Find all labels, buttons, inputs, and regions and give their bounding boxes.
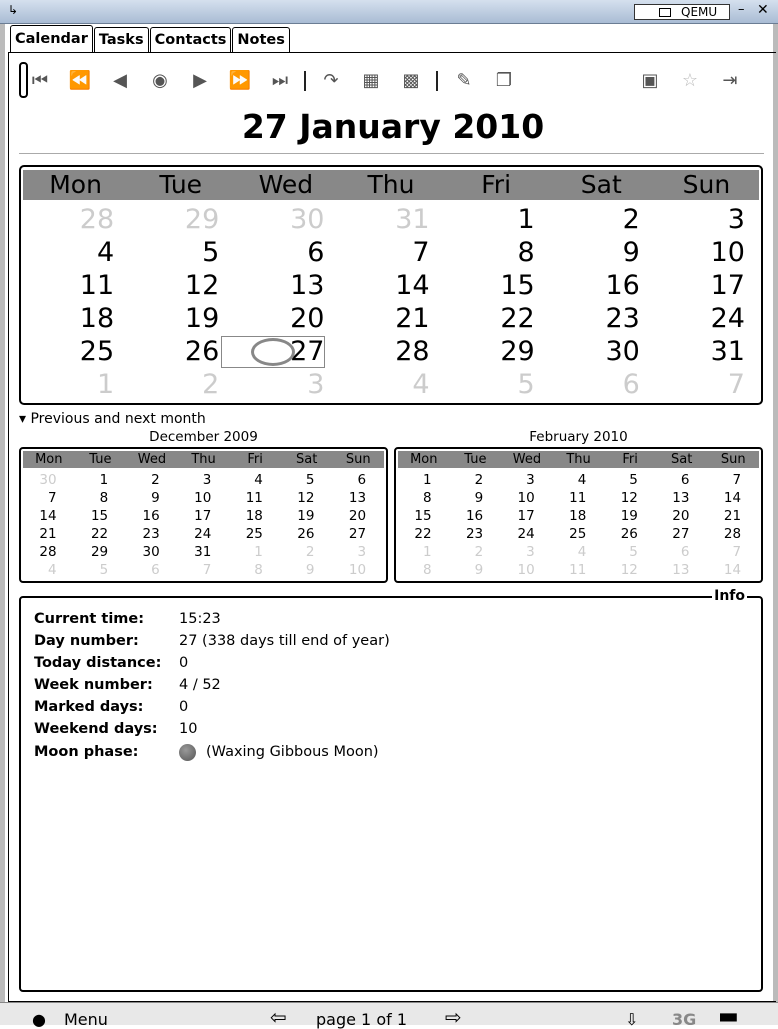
mini-day-cell[interactable]: 11 [245, 490, 263, 506]
day-cell[interactable]: 31 [395, 204, 430, 235]
mini-day-cell[interactable]: 11 [569, 562, 587, 578]
day-cell[interactable]: 6 [307, 237, 325, 268]
mini-day-cell[interactable]: 16 [465, 508, 484, 524]
mini-day-cell[interactable]: 14 [723, 562, 742, 578]
mini-day-cell[interactable]: 6 [680, 472, 690, 488]
toolbar-separator [436, 71, 438, 91]
mini-weekday-header [398, 451, 759, 468]
tab-notes[interactable]: Notes [232, 27, 290, 53]
info-panel [19, 588, 763, 992]
mini-week-row [23, 543, 384, 561]
day-cell[interactable]: 4 [96, 237, 115, 268]
mini-weekday: Sat [671, 452, 693, 467]
next-month-title: February 2010 [529, 429, 628, 445]
day-cell[interactable]: 24 [710, 303, 745, 334]
mini-day-cell[interactable]: 10 [517, 490, 535, 506]
next-year-icon[interactable]: ⏩ [228, 70, 252, 91]
mini-week-row [23, 525, 384, 543]
calculator-icon[interactable]: ▩ [402, 70, 420, 91]
day-cell[interactable]: 29 [500, 336, 535, 367]
mini-weekday: Mon [410, 452, 438, 467]
day-cell[interactable]: 29 [184, 204, 220, 235]
mini-day-cell[interactable]: 30 [142, 544, 160, 560]
mini-day-cell[interactable]: 22 [90, 526, 109, 542]
day-cell[interactable]: 27 [290, 336, 325, 367]
mini-day-cell[interactable]: 12 [620, 490, 638, 506]
day-cell[interactable]: 2 [202, 369, 220, 400]
mini-day-cell[interactable]: 8 [422, 490, 432, 506]
mini-day-cell[interactable]: 7 [47, 490, 57, 506]
main-calendar [19, 165, 763, 405]
mini-day-cell[interactable]: 22 [414, 526, 432, 542]
mini-day-cell[interactable]: 14 [39, 508, 57, 524]
prev-next-label: Previous and next month [30, 411, 206, 427]
menu-button[interactable]: Menu [64, 1010, 108, 1029]
mini-day-cell[interactable]: 2 [151, 472, 160, 488]
calendar-panel [8, 52, 776, 1002]
mini-day-cell[interactable]: 4 [577, 472, 587, 488]
day-cell[interactable]: 26 [184, 336, 220, 367]
mini-week-row [23, 489, 384, 507]
mini-weekday-header [23, 451, 384, 468]
mini-day-cell[interactable]: 27 [672, 526, 690, 542]
mini-day-cell[interactable]: 1 [422, 544, 432, 560]
mini-weekday: Thu [191, 452, 216, 467]
mini-day-cell[interactable]: 21 [39, 526, 57, 542]
day-cell[interactable]: 2 [622, 204, 640, 235]
day-cell[interactable]: 12 [184, 270, 220, 301]
mini-day-cell[interactable]: 24 [194, 526, 212, 542]
page-title: 27 January 2010 [241, 107, 545, 146]
day-cell[interactable]: 16 [605, 270, 640, 301]
day-cell[interactable]: 1 [96, 369, 115, 400]
mini-day-cell[interactable]: 1 [99, 472, 109, 488]
mini-day-cell[interactable]: 4 [254, 472, 263, 488]
mini-day-cell[interactable]: 7 [202, 562, 212, 578]
toolbar [9, 61, 777, 101]
mini-day-cell[interactable]: 3 [526, 544, 535, 560]
mini-week-row [23, 471, 384, 489]
mini-day-cell[interactable]: 12 [297, 490, 315, 506]
mini-day-cell[interactable]: 5 [629, 472, 638, 488]
mini-day-cell[interactable]: 13 [348, 490, 367, 506]
day-cell[interactable]: 13 [290, 270, 325, 301]
divider [19, 153, 764, 154]
mini-day-cell[interactable]: 7 [732, 544, 742, 560]
mini-day-cell[interactable]: 6 [680, 544, 690, 560]
mini-day-cell[interactable]: 28 [723, 526, 742, 542]
corner-icon: ↳ [8, 3, 19, 17]
mini-day-cell[interactable]: 5 [305, 472, 315, 488]
mini-week-row [398, 471, 759, 489]
info-key: Current time: [34, 611, 145, 627]
prev-month-icon[interactable]: ◀ [113, 70, 127, 91]
day-cell[interactable]: 5 [517, 369, 535, 400]
download-icon[interactable]: ⇩ [625, 1010, 639, 1029]
tab-contacts[interactable]: Contacts [150, 27, 232, 53]
mini-day-cell[interactable]: 2 [474, 472, 484, 488]
mini-day-cell[interactable]: 27 [348, 526, 367, 542]
mini-day-cell[interactable]: 6 [151, 562, 160, 578]
day-cell[interactable]: 7 [412, 237, 430, 268]
prev-year-icon[interactable]: ⏪ [68, 70, 92, 91]
mini-day-cell[interactable]: 6 [357, 472, 367, 488]
mini-day-cell[interactable]: 11 [569, 490, 587, 506]
calendar-grid-icon[interactable]: ▦ [362, 70, 380, 91]
tab-bar [10, 25, 291, 53]
mini-day-cell[interactable]: 17 [517, 508, 535, 524]
mini-day-cell[interactable]: 29 [90, 544, 109, 560]
mini-day-cell[interactable]: 24 [517, 526, 535, 542]
mini-week-row [398, 489, 759, 507]
day-cell[interactable]: 23 [605, 303, 640, 334]
mini-day-cell[interactable]: 15 [90, 508, 109, 524]
mini-day-cell[interactable]: 10 [517, 562, 535, 578]
weekday-header [23, 170, 759, 200]
mini-day-cell[interactable]: 23 [142, 526, 160, 542]
minimize-icon[interactable]: – [738, 2, 745, 17]
mini-day-cell[interactable]: 18 [569, 508, 587, 524]
first-icon[interactable]: ⏮ [31, 70, 49, 91]
mini-day-cell[interactable]: 5 [629, 544, 638, 560]
mini-day-cell[interactable]: 19 [620, 508, 638, 524]
mini-day-cell[interactable]: 25 [569, 526, 587, 542]
mini-day-cell[interactable]: 12 [620, 562, 638, 578]
day-cell[interactable]: 28 [395, 336, 430, 367]
mini-weekday: Sun [720, 452, 746, 467]
info-value: 10 [179, 721, 198, 737]
menu-icon[interactable]: ● [32, 1010, 46, 1029]
day-cell[interactable]: 5 [202, 237, 220, 268]
window-title: QEMU [681, 5, 718, 19]
tab-tasks[interactable]: Tasks [94, 27, 149, 53]
toolbar-separator [304, 71, 306, 91]
mini-day-cell[interactable]: 9 [151, 490, 160, 506]
day-cell[interactable]: 8 [517, 237, 535, 268]
mini-day-cell[interactable]: 21 [723, 508, 742, 524]
mini-day-cell[interactable]: 15 [414, 508, 432, 524]
exit-icon[interactable]: ⇥ [722, 70, 738, 91]
mini-day-cell[interactable]: 7 [732, 472, 742, 488]
day-cell[interactable]: 10 [710, 237, 745, 268]
mini-day-cell[interactable]: 1 [422, 472, 432, 488]
day-cell[interactable]: 4 [412, 369, 430, 400]
day-cell[interactable]: 22 [500, 303, 535, 334]
mini-day-cell[interactable]: 4 [577, 544, 587, 560]
mini-weekday: Mon [35, 452, 63, 467]
mini-weekday: Wed [512, 452, 542, 467]
mini-day-cell[interactable]: 10 [348, 562, 367, 578]
mini-week-row [23, 561, 384, 579]
day-cell[interactable]: 18 [79, 303, 115, 334]
next-month-calendar [394, 447, 763, 583]
calendar-week-row [23, 269, 759, 302]
mini-day-cell[interactable]: 20 [348, 508, 367, 524]
redo-icon[interactable]: ↷ [323, 70, 339, 91]
mini-weekday: Tue [464, 452, 487, 467]
today-icon[interactable]: ◉ [152, 70, 168, 91]
day-cell[interactable]: 19 [184, 303, 220, 334]
info-key: Day number: [34, 633, 139, 649]
day-cell[interactable]: 30 [290, 204, 325, 235]
mini-day-cell[interactable]: 14 [723, 490, 742, 506]
favorites-icon[interactable]: ☆ [681, 70, 699, 91]
mini-weekday: Wed [137, 452, 167, 467]
mini-weekday: Thu [566, 452, 591, 467]
prev-next-toggle[interactable] [19, 411, 206, 427]
mini-day-cell[interactable]: 2 [474, 544, 484, 560]
day-cell[interactable]: 6 [622, 369, 640, 400]
prev-month-title: December 2009 [149, 429, 258, 445]
day-cell[interactable]: 17 [710, 270, 745, 301]
info-label: Info [714, 588, 745, 604]
mini-day-cell[interactable]: 10 [194, 490, 212, 506]
bottom-bar [0, 1002, 778, 1029]
mini-day-cell[interactable]: 20 [672, 508, 690, 524]
settings-icon[interactable]: ▣ [641, 70, 659, 91]
day-cell[interactable]: 9 [622, 237, 640, 268]
day-cell[interactable]: 25 [79, 336, 115, 367]
mini-week-row [398, 507, 759, 525]
weekday-tue: Tue [159, 170, 203, 199]
calendar-week-row [23, 236, 759, 269]
day-cell[interactable]: 31 [710, 336, 745, 367]
mini-day-cell[interactable]: 3 [357, 544, 367, 560]
weekday-sat: Sat [580, 170, 622, 199]
day-cell[interactable]: 28 [79, 204, 115, 235]
calendar-week-row [23, 335, 759, 368]
weekday-fri: Fri [481, 170, 512, 199]
window-icon [659, 8, 671, 17]
mini-day-cell[interactable]: 13 [672, 490, 690, 506]
mini-day-cell[interactable]: 9 [474, 490, 484, 506]
mini-week-row [398, 525, 759, 543]
day-cell[interactable]: 7 [727, 369, 745, 400]
mini-day-cell[interactable]: 8 [422, 562, 432, 578]
day-cell[interactable]: 1 [517, 204, 535, 235]
moon-phase-value [179, 742, 379, 762]
mini-weekday: Tue [89, 452, 112, 467]
info-key: Week number: [34, 677, 153, 693]
mini-day-cell[interactable]: 8 [254, 562, 263, 578]
day-cell[interactable]: 15 [500, 270, 535, 301]
mini-day-cell[interactable]: 23 [465, 526, 484, 542]
mini-day-cell[interactable]: 5 [99, 562, 109, 578]
mini-day-cell[interactable]: 26 [297, 526, 315, 542]
day-cell[interactable]: 20 [290, 303, 325, 334]
mini-day-cell[interactable]: 16 [142, 508, 160, 524]
weekday-sun: Sun [682, 170, 731, 199]
prev-page-icon[interactable]: ⇦ [270, 1005, 287, 1029]
weekday-thu: Thu [367, 170, 415, 199]
day-cell[interactable]: 3 [727, 204, 745, 235]
mini-weekday: Sat [296, 452, 318, 467]
mini-day-cell[interactable]: 25 [245, 526, 263, 542]
network-indicator: 3G [672, 1010, 697, 1029]
info-value: 0 [179, 699, 189, 715]
prev-month-calendar [19, 447, 388, 583]
info-value: 27 (338 days till end of year) [179, 633, 390, 649]
mini-day-cell[interactable]: 8 [99, 490, 109, 506]
mini-day-cell[interactable]: 13 [672, 562, 690, 578]
day-cell[interactable]: 11 [79, 270, 115, 301]
mini-weekday: Fri [247, 452, 263, 467]
mini-day-cell[interactable]: 18 [245, 508, 263, 524]
copy-icon[interactable]: ❐ [495, 70, 513, 91]
day-cell[interactable]: 3 [307, 369, 325, 400]
info-key: Today distance: [34, 655, 162, 671]
mini-day-cell[interactable]: 28 [39, 544, 57, 560]
mini-day-cell[interactable]: 31 [194, 544, 212, 560]
mini-week-row [23, 507, 384, 525]
window-titlebar [0, 0, 778, 24]
mini-day-cell[interactable]: 17 [194, 508, 212, 524]
today-marker [251, 338, 295, 366]
mini-weekday: Sun [345, 452, 371, 467]
mini-week-row [398, 561, 759, 579]
mini-day-cell[interactable]: 3 [202, 472, 212, 488]
info-value: 0 [179, 655, 189, 671]
moon-icon [179, 744, 196, 761]
weekday-wed: Wed [258, 170, 314, 199]
close-icon[interactable]: ✕ [757, 2, 769, 18]
mini-weekday: Fri [622, 452, 638, 467]
mini-day-cell[interactable]: 4 [47, 562, 57, 578]
next-page-icon[interactable]: ⇨ [445, 1005, 462, 1029]
info-key: Weekend days: [34, 721, 158, 737]
mini-day-cell[interactable]: 2 [305, 544, 315, 560]
day-cell[interactable]: 21 [395, 303, 430, 334]
info-key: Marked days: [34, 699, 144, 715]
mini-day-cell[interactable]: 9 [305, 562, 315, 578]
info-value: 15:23 [179, 611, 221, 627]
day-cell[interactable]: 14 [395, 270, 430, 301]
calendar-week-row [23, 203, 759, 236]
mini-day-cell[interactable]: 9 [474, 562, 484, 578]
mini-day-cell[interactable]: 26 [620, 526, 638, 542]
weekday-mon: Mon [49, 170, 102, 199]
next-month-icon[interactable]: ▶ [193, 70, 207, 91]
info-value: 4 / 52 [179, 677, 221, 693]
tab-calendar[interactable]: Calendar [10, 25, 93, 53]
mini-day-cell[interactable]: 3 [526, 472, 535, 488]
last-icon[interactable]: ⏭ [271, 70, 289, 91]
page-indicator: page 1 of 1 [316, 1010, 407, 1029]
qemu-window-button[interactable] [634, 4, 730, 20]
calendar-week-row [23, 302, 759, 335]
mini-day-cell[interactable]: 30 [39, 472, 57, 488]
edit-note-icon[interactable]: ✎ [456, 70, 472, 91]
battery-icon: ▬ [718, 1004, 739, 1029]
info-value: (Waxing Gibbous Moon) [206, 744, 379, 760]
info-key: Moon phase: [34, 744, 139, 760]
collapse-arrow-icon: ▾ [19, 411, 27, 427]
day-cell[interactable]: 30 [605, 336, 640, 367]
mini-day-cell[interactable]: 19 [297, 508, 315, 524]
mini-week-row [398, 543, 759, 561]
mini-day-cell[interactable]: 1 [254, 544, 263, 560]
calendar-week-row [23, 368, 759, 401]
app-window [0, 24, 778, 1002]
